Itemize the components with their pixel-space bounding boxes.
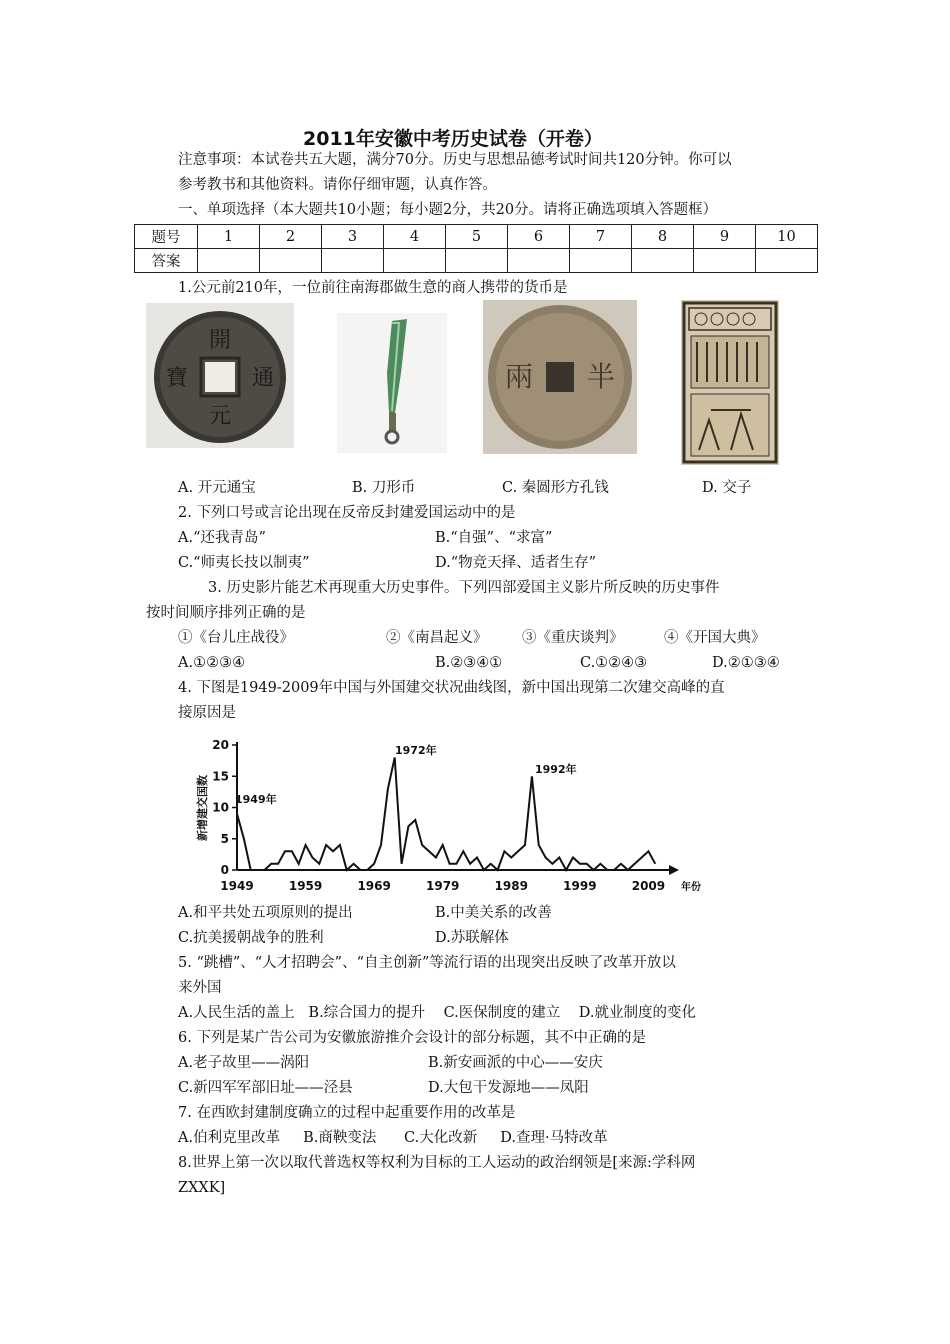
x-tick-label: 1989 [494,879,528,893]
x-axis-label: 年份 [681,882,701,893]
q1-stem: 1.公元前210年，一位前往南海郡做生意的商人携带的货币是 [178,280,568,296]
section-1-heading: 一、单项选择（本大题共10小题；每小题2分，共20分。请将正确选项填入答题框） [178,202,718,218]
q1-option-d[interactable]: D. 交子 [702,480,752,496]
x-tick-label: 1949 [220,879,254,893]
answer-cell[interactable] [198,249,260,273]
table-cell-number: 5 [446,225,508,249]
x-tick-label: 1959 [288,879,323,893]
coin-a-char: 通 [251,366,275,391]
answer-cell[interactable] [260,249,322,273]
table-cell-number: 9 [694,225,756,249]
x-tick-label: 1969 [357,879,391,893]
q3-film-2: ②《南昌起义》 [386,630,488,646]
x-axis-arrow [669,865,679,875]
answer-cell[interactable] [694,249,756,273]
q2-option-c[interactable]: C.“师夷长技以制夷” [178,555,310,571]
y-tick-label: 15 [212,769,229,784]
answer-cell[interactable] [446,249,508,273]
q3-option-c[interactable]: C.①②④③ [580,655,648,671]
table-cell-number: 8 [632,225,694,249]
answer-cell[interactable] [570,249,632,273]
series-line [237,758,655,871]
annotation-label: 1949年 [235,793,277,806]
jiaozi-note-image [681,300,779,465]
x-tick-label: 1999 [563,879,597,893]
coin-c-char: 半 [586,360,616,393]
q8-stem-1: 8.世界上第一次以取代普选权等权利为目标的工人运动的政治纲领是[来源:学科网 [178,1155,696,1171]
table-cell-number: 4 [384,225,446,249]
table-cell-number: 3 [322,225,384,249]
annotation-label: 1992年 [535,763,577,776]
table-cell-number: 10 [756,225,818,249]
q3-option-a[interactable]: A.①②③④ [178,655,246,671]
q6-stem: 6. 下列是某广告公司为安徽旅游推介会设计的部分标题，其不中正确的是 [178,1030,646,1046]
answer-cell[interactable] [756,249,818,273]
coin-c-char: 兩 [504,360,534,393]
y-axis-label: 新增建交国数 [196,775,209,841]
q4-stem-1: 4. 下图是1949-2009年中国与外国建交状况曲线图，新中国出现第二次建交高峰的直 [178,680,725,696]
y-tick-label: 10 [212,800,229,815]
q7-stem: 7. 在西欧封建制度确立的过程中起重要作用的改革是 [178,1105,516,1121]
notice-line-1: 注意事项：本试卷共五大题，满分70分。历史与思想品德考试时间共120分钟。你可以 [178,152,732,168]
q2-stem: 2. 下列口号或言论出现在反帝反封建爱国运动中的是 [178,505,516,521]
table-cell-number: 7 [570,225,632,249]
coin-kaiyuan-image [146,303,294,448]
q3-film-3: ③《重庆谈判》 [522,630,624,646]
q8-stem-2: ZXXK] [178,1180,226,1196]
coin-a-char: 開 [208,328,232,353]
table-head-number: 题号 [135,225,198,249]
q5-stem-1: 5. “跳槽”、“人才招聘会”、“自主创新”等流行语的出现突出反映了改革开放以 [178,955,676,971]
y-tick-label: 5 [220,831,229,846]
q5-stem-2: 来外国 [178,980,222,996]
q7-options[interactable]: A.伯利克里改革 B.商鞅变法 C.大化改新 D.查理·马特改革 [178,1130,608,1146]
knife-coin-image [337,313,447,453]
table-cell-number: 2 [260,225,322,249]
table-head-answer: 答案 [135,249,198,273]
table-row [135,225,818,249]
answer-cell[interactable] [384,249,446,273]
q1-option-c[interactable]: C. 秦圆形方孔钱 [502,480,609,496]
table-cell-number: 1 [198,225,260,249]
answer-cell[interactable] [508,249,570,273]
q3-stem-2: 按时间顺序排列正确的是 [146,605,306,621]
q3-option-d[interactable]: D.②①③④ [712,655,780,671]
q6-option-c[interactable]: C.新四军军部旧址——泾县 [178,1080,353,1096]
y-tick-label: 20 [212,738,229,752]
diplomatic-relations-chart [185,730,725,900]
annotation-label: 1972年 [395,744,437,757]
page-title: 2011年安徽中考历史试卷（开卷） [303,128,603,150]
notice-line-2: 参考教书和其他资料。请你仔细审题，认真作答。 [178,177,497,193]
answer-cell[interactable] [322,249,384,273]
q1-option-a[interactable]: A. 开元通宝 [178,480,256,496]
q2-option-d[interactable]: D.“物竞天择、适者生存” [435,555,597,571]
q6-option-a[interactable]: A.老子故里——涡阳 [178,1055,310,1071]
answer-table [134,224,818,273]
q4-option-d[interactable]: D.苏联解体 [435,930,509,946]
x-tick-label: 2009 [631,879,666,893]
x-tick-label: 1979 [426,879,460,893]
q4-option-a[interactable]: A.和平共处五项原则的提出 [178,905,353,921]
q6-option-d[interactable]: D.大包干发源地——凤阳 [428,1080,589,1096]
q6-option-b[interactable]: B.新安画派的中心——安庆 [428,1055,603,1071]
q4-stem-2: 接原因是 [178,705,236,721]
q3-option-b[interactable]: B.②③④① [435,655,503,671]
coin-banliang-image [483,300,637,454]
q3-film-1: ①《台儿庄战役》 [178,630,294,646]
q4-option-b[interactable]: B.中美关系的改善 [435,905,552,921]
coin-a-char: 元 [208,404,232,429]
answer-cell[interactable] [632,249,694,273]
q3-stem-1: 3. 历史影片能艺术再现重大历史事件。下列四部爱国主义影片所反映的历史事件 [208,580,720,596]
q2-option-a[interactable]: A.“还我青岛” [178,530,266,546]
q5-options[interactable]: A.人民生活的盖上 B.综合国力的提升 C.医保制度的建立 D.就业制度的变化 [178,1005,696,1021]
coin-a-char: 寶 [165,366,189,391]
q3-film-4: ④《开国大典》 [664,630,766,646]
q2-option-b[interactable]: B.“自强”、“求富” [435,530,553,546]
q1-option-b[interactable]: B. 刀形币 [352,480,416,496]
y-tick-label: 0 [220,863,229,877]
table-cell-number: 6 [508,225,570,249]
table-row [135,249,818,273]
q4-option-c[interactable]: C.抗美援朝战争的胜利 [178,930,324,946]
